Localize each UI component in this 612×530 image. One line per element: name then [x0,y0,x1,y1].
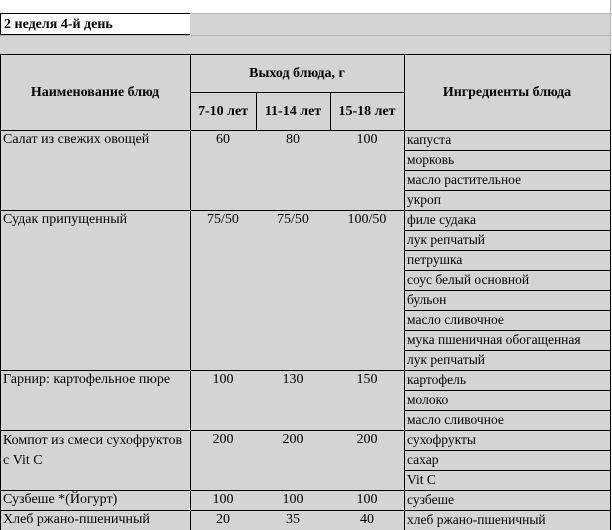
dish-output-7-10[interactable]: 100 [212,492,234,507]
table-border [190,92,404,93]
ingredient-cell[interactable]: лук репчатый [407,352,486,367]
header-output[interactable]: Выход блюда, г [249,65,345,81]
table-border [404,470,611,471]
table-border [404,330,611,331]
dish-name[interactable]: Салат из свежих овощей [3,132,150,147]
ingredient-cell[interactable]: молоко [407,392,449,407]
table-border [404,170,611,171]
dish-output-15-18[interactable]: 40 [360,512,374,527]
dish-output-7-10[interactable]: 60 [216,132,230,147]
ingredient-cell[interactable]: сухофрукты [407,432,476,447]
dish-output-7-10[interactable]: 100 [212,372,234,387]
spacer-row-fill [0,36,610,54]
ingredient-cell[interactable]: капуста [407,132,452,147]
dish-output-15-18[interactable]: 100/50 [347,212,387,227]
table-border [0,370,611,371]
table-border [404,270,611,271]
ingredient-cell[interactable]: картофель [407,372,467,387]
table-border [404,230,611,231]
table-border [0,210,611,211]
table-border [404,150,611,151]
table-border [0,54,1,530]
table-border [404,450,611,451]
dish-name[interactable]: Хлеб ржано-пшеничный [3,512,150,527]
table-border [404,390,611,391]
ingredient-cell[interactable]: Vit C [407,472,436,487]
table-border [404,290,611,291]
sheet-title[interactable]: 2 неделя 4-й день [0,13,190,35]
table-border [404,54,405,530]
header-ingredients[interactable]: Ингредиенты блюда [442,84,572,100]
dish-name[interactable]: Сузбеше *(Йогурт) [3,492,118,507]
ingredient-cell[interactable]: масло сливочное [407,412,504,427]
header-dish-name[interactable]: Наименование блюд [30,84,160,100]
ingredient-cell[interactable]: лук репчатый [407,232,486,247]
table-border [0,130,611,131]
dish-output-11-14[interactable]: 200 [282,432,304,447]
dish-output-11-14[interactable]: 35 [286,512,300,527]
ingredient-cell[interactable]: сузбеше [407,492,454,507]
dish-output-11-14[interactable]: 80 [286,132,300,147]
table-border [0,510,611,511]
header-age-15-18[interactable]: 15-18 лет [338,103,396,119]
dish-output-11-14[interactable]: 130 [282,372,304,387]
dish-output-11-14[interactable]: 100 [282,492,304,507]
dish-output-15-18[interactable]: 150 [356,372,378,387]
ingredient-cell[interactable]: морковь [407,152,455,167]
ingredient-cell[interactable]: укроп [407,192,442,207]
ingredient-cell[interactable]: сахар [407,452,439,467]
dish-output-7-10[interactable]: 75/50 [207,212,239,227]
dish-output-15-18[interactable]: 100 [356,492,378,507]
ingredient-cell[interactable]: бульон [407,292,447,307]
dish-output-15-18[interactable]: 200 [356,432,378,447]
table-border [0,430,611,431]
title-row-fill [190,14,610,35]
ingredient-cell[interactable]: соус белый основной [407,272,530,287]
ingredient-cell[interactable]: мука пшеничная обогащенная [407,332,581,347]
table-border [610,54,611,530]
table-border [404,190,611,191]
dish-name[interactable]: Гарнир: картофельное пюре [3,372,171,387]
table-border [190,54,191,530]
ingredient-cell[interactable]: хлеб ржано-пшеничный [407,512,546,527]
header-age-7-10[interactable]: 7-10 лет [197,103,249,119]
table-border [404,350,611,351]
table-border [404,250,611,251]
table-border [0,490,611,491]
dish-output-15-18[interactable]: 100 [356,132,378,147]
dish-name[interactable]: Компот из смеси сухофруктов с Vit C [3,433,183,468]
table-border [330,92,331,130]
ingredient-cell[interactable]: филе судака [407,212,476,227]
table-border [256,92,257,130]
dish-output-7-10[interactable]: 20 [216,512,230,527]
header-age-11-14[interactable]: 11-14 лет [264,103,322,119]
ingredient-cell[interactable]: петрушка [407,252,463,267]
table-border [0,54,611,55]
dish-output-11-14[interactable]: 75/50 [277,212,309,227]
ingredient-cell[interactable]: масло растительное [407,172,522,187]
dish-output-7-10[interactable]: 200 [212,432,234,447]
ingredient-cell[interactable]: масло сливочное [407,312,504,327]
table-border [404,410,611,411]
dish-name[interactable]: Судак припущенный [3,212,128,227]
table-border [404,310,611,311]
